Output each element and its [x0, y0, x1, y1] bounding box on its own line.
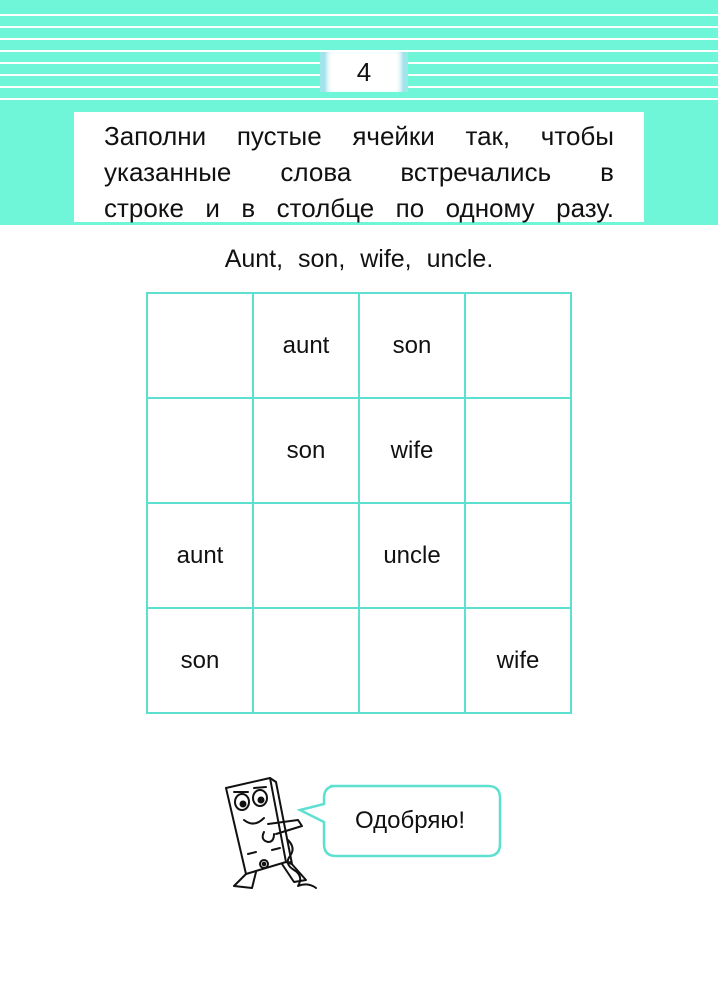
- word-list: Aunt, son, wife, uncle.: [224, 245, 494, 273]
- header-stripe: [0, 98, 718, 100]
- grid-cell[interactable]: aunt: [253, 293, 359, 398]
- grid-row: [147, 503, 571, 608]
- grid-row: [147, 293, 571, 398]
- grid-cell[interactable]: [359, 608, 465, 713]
- grid-row: [147, 608, 571, 713]
- grid-cell[interactable]: son: [253, 398, 359, 503]
- instruction-line: указанные слова встречались в: [104, 157, 614, 187]
- grid-cell[interactable]: uncle: [359, 503, 465, 608]
- grid-cell[interactable]: son: [359, 293, 465, 398]
- instruction-box: [74, 112, 644, 222]
- grid-cell[interactable]: [253, 503, 359, 608]
- grid-cell[interactable]: [465, 293, 571, 398]
- grid-cell[interactable]: [465, 503, 571, 608]
- grid-cell[interactable]: [147, 398, 253, 503]
- instruction-line: Заполни пустые ячейки так, чтобы: [104, 121, 614, 151]
- word-grid: [146, 292, 572, 714]
- header-stripe: [0, 26, 718, 28]
- grid-cell[interactable]: aunt: [147, 503, 253, 608]
- grid-cell[interactable]: son: [147, 608, 253, 713]
- header-stripe: [0, 14, 718, 16]
- instruction-line: строке и в столбце по одному разу.: [104, 193, 614, 223]
- grid-cell[interactable]: wife: [465, 608, 571, 713]
- grid-cell[interactable]: [253, 608, 359, 713]
- header-stripe: [0, 38, 718, 40]
- grid-cell[interactable]: [147, 293, 253, 398]
- exercise-number: 4: [320, 52, 408, 92]
- grid-cell[interactable]: wife: [359, 398, 465, 503]
- speech-bubble-text: Одобряю!: [355, 807, 465, 834]
- grid-cell[interactable]: [465, 398, 571, 503]
- grid-row: [147, 398, 571, 503]
